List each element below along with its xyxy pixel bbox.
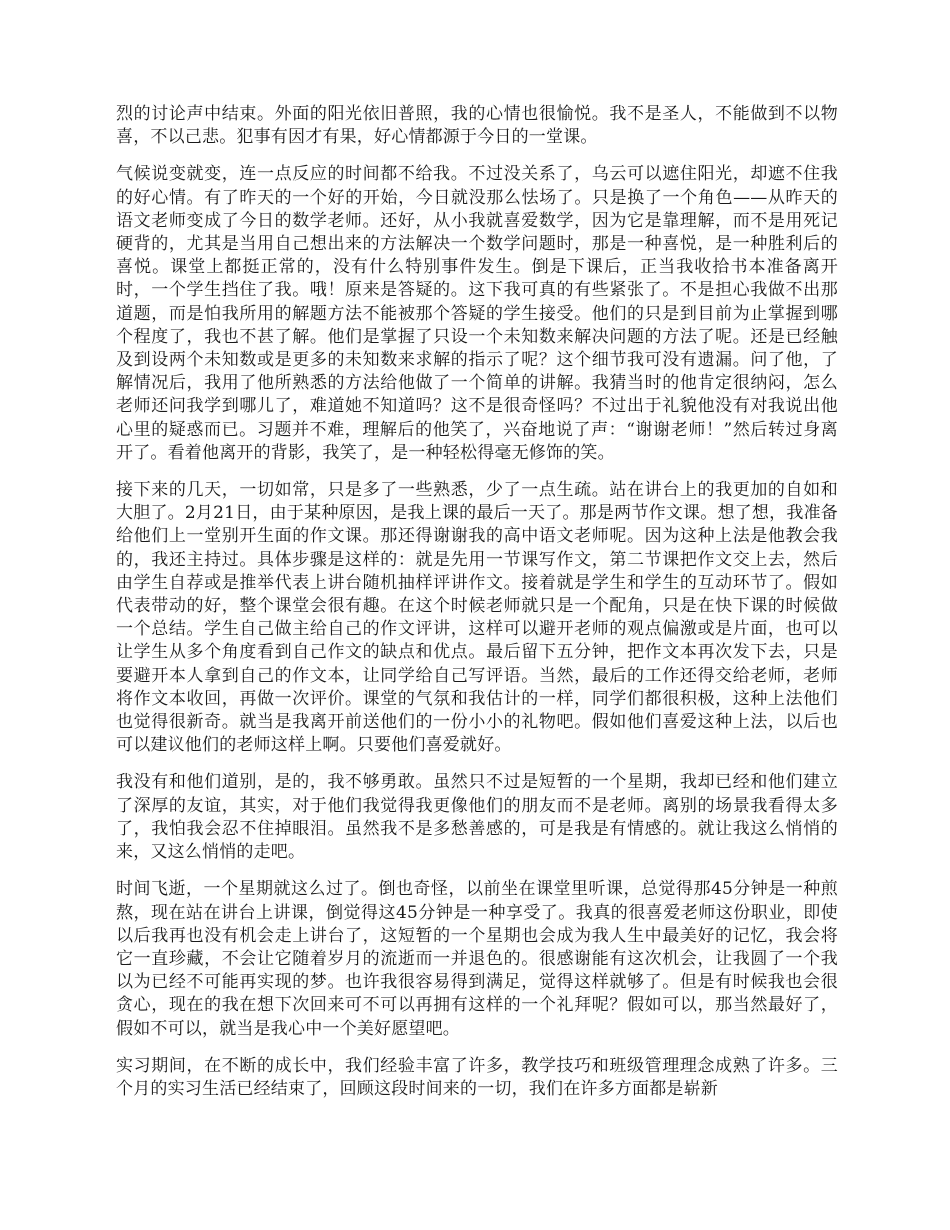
paragraph: 我没有和他们道别，是的，我不够勇敢。虽然只不过是短暂的一个星期，我却已经和他们建立了深厚的友谊，其实，对于他们我觉得我更像他们的朋友而不是老师。离别的场景我看得太多了，我怕我会忍不住掉眼泪。虽然我不是多愁善感的，可是我是有情感的。就让我这么悄悄的来，又这么悄悄的走吧。 [116, 772, 838, 863]
paragraph: 接下来的几天，一切如常，只是多了一些熟悉，少了一点生疏。站在讲台上的我更加的自如和大胆了。2月21日，由于某种原因，是我上课的最后一天了。那是两节作文课。想了想，我准备给他们上一堂别开生面的作文课。那还得谢谢我的高中语文老师呢。因为这种上法是他教会我的，我还主持过。具体步骤是这样的：就是先用一节课写作文，第二节课把作文交上去，然后由学生自荐或是推举代表上讲台随机抽样评讲作文。接着就是学生和学生的互动环节了。假如代表带动的好，整个课堂会很有趣。在这个时候老师就只是一个配角，只是在快下课的时候做一个总结。学生自己做主给自己的作文评讲，这样可以避开老师的观点偏激或是片面，也可以让学生从多个角度看到自己作文的缺点和优点。最后留下五分钟，把作文本再次发下去，只是要避开本人拿到自己的作文本，让同学给自己写评语。当然，最后的工作还得交给老师，老师将作文本收回，再做一次评价。课堂的气氛和我估计的一样，同学们都很积极，这种上法他们也觉得很新奇。就当是我离开前送他们的一份小小的礼物吧。假如他们喜爱这种上法，以后也可以建议他们的老师这样上啊。只要他们喜爱就好。 [116, 480, 838, 756]
paragraph: 时间飞逝，一个星期就这么过了。倒也奇怪，以前坐在课堂里听课，总觉得那45分钟是一种煎熬，现在站在讲台上讲课，倒觉得这45分钟是一种享受了。我真的很喜爱老师这份职业，即使以后我再也没有机会走上讲台了，这短暂的一个星期也会成为我人生中最美好的记忆，我会将它一直珍藏，不会让它随着岁月的流逝而一并退色的。很感谢能有这次机会，让我圆了一个我以为已经不可能再实现的梦。也许我很容易得到满足，觉得这样就够了。但是有时候我也会很贪心，现在的我在想下次回来可不可以再拥有这样的一个礼拜呢？假如可以，那当然最好了，假如不可以，就当是我心中一个美好愿望吧。 [116, 879, 838, 1039]
paragraph: 气候说变就变，连一点反应的时间都不给我。不过没关系了，乌云可以遮住阳光，却遮不住我的好心情。有了昨天的一个好的开始，今日就没那么怯场了。只是换了一个角色——从昨天的语文老师变成了今日的数学老师。还好，从小我就喜爱数学，因为它是靠理解，而不是用死记硬背的，尤其是当用自己想出来的方法解决一个数学问题时，那是一种喜悦，是一种胜利后的喜悦。课堂上都挺正常的，没有什么特别事件发生。倒是下课后，正当我收拾书本准备离开时，一个学生挡住了我。哦！原来是答疑的。这下我可真的有些紧张了。不是担心我做不出那道题，而是怕我所用的解题方法不能被那个答疑的学生接受。他们的只是到目前为止掌握到哪个程度了，我也不甚了解。他们是掌握了只设一个未知数来解决问题的方法了呢。还是已经触及到设两个未知数或是更多的未知数来求解的指示了呢？这个细节我可没有遗漏。问了他，了解情况后，我用了他所熟悉的方法给他做了一个简单的讲解。我猜当时的他肯定很纳闷，怎么老师还问我学到哪儿了，难道她不知道吗？这不是很奇怪吗？不过出于礼貌他没有对我说出他心里的疑惑而已。习题并不难，理解后的他笑了，兴奋地说了声：“谢谢老师！”然后转过身离开了。看着他离开的背影，我笑了，是一种轻松得毫无修饰的笑。 [116, 164, 838, 463]
paragraph: 烈的讨论声中结束。外面的阳光依旧普照，我的心情也很愉悦。我不是圣人，不能做到不以物喜，不以己悲。犯事有因才有果，好心情都源于今日的一堂课。 [116, 104, 838, 148]
document-body [116, 103, 838, 1115]
paragraph: 实习期间，在不断的成长中，我们经验丰富了许多，教学技巧和班级管理理念成熟了许多。三个月的实习生活已经结束了，回顾这段时间来的一切，我们在许多方面都是崭新 [116, 1055, 838, 1099]
